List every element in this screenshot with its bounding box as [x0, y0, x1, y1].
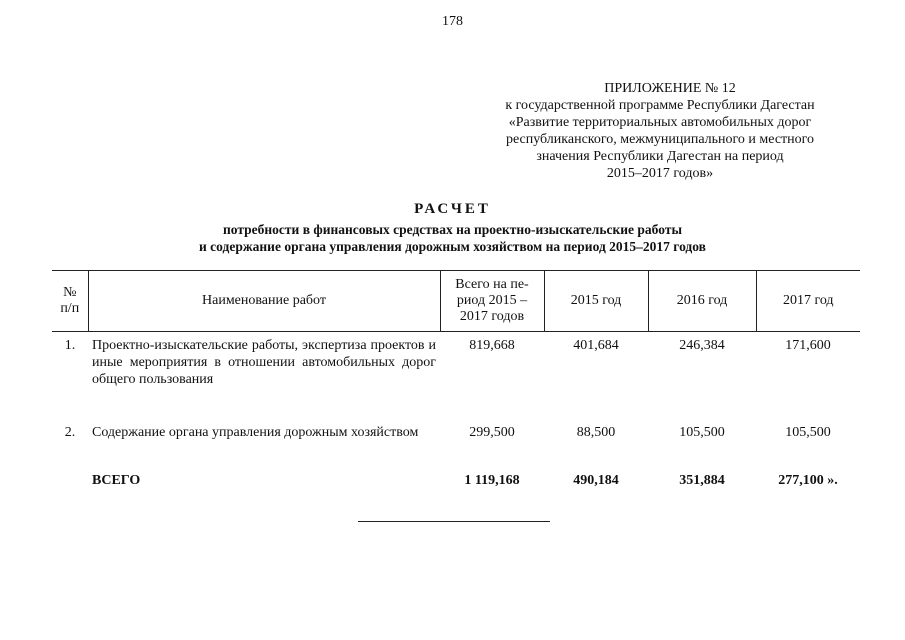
total-2015: 490,184 [573, 473, 619, 488]
row-2015: 88,500 [576, 425, 616, 440]
total-num [52, 466, 88, 491]
row-name: Проектно-изыскательские работы, экспертиза проектов и иные мероприятия в отношении автомобильных дорог общего пользования [92, 338, 436, 387]
total-2016: 351,884 [679, 473, 725, 488]
total-2017: 277,100 ». [778, 473, 838, 488]
row-num: 2. [64, 425, 76, 440]
row-2017: 171,600 [785, 338, 831, 353]
calculation-table [52, 270, 860, 491]
appendix-line: значения Республики Дагестан на период [536, 149, 784, 164]
appendix-line: ПРИЛОЖЕНИЕ № 12 [604, 81, 736, 96]
row-2017: 105,500 [785, 425, 831, 440]
table-header-row [52, 271, 860, 332]
header-name: Наименование работ [88, 271, 440, 332]
row-2016: 246,384 [679, 338, 725, 353]
row-num: 1. [64, 338, 76, 353]
header-2016: 2016 год [648, 271, 756, 332]
total-label: ВСЕГО [92, 473, 141, 488]
table-total-row [52, 466, 860, 491]
document-title: РАСЧЕТ [414, 201, 491, 217]
row-total: 299,500 [469, 425, 515, 440]
appendix-line: 2015–2017 годов» [606, 166, 714, 181]
table-row [52, 419, 860, 466]
subtitle-line: и содержание органа управления дорожным хозяйством на период 2015–2017 годов [199, 239, 706, 254]
table-row [52, 332, 860, 420]
appendix-line: республиканского, межмуниципального и местного [505, 132, 815, 147]
closing-rule [358, 521, 550, 522]
header-2015: 2015 год [544, 271, 648, 332]
header-num [52, 271, 88, 332]
appendix-line: «Развитие территориальных автомобильных дорог [508, 115, 812, 130]
header-2017: 2017 год [756, 271, 860, 332]
subtitle-line: потребности в финансовых средствах на проектно-изыскательские работы [223, 222, 682, 237]
row-total: 819,668 [469, 338, 515, 353]
appendix-line: к государственной программе Республики Дагестан [505, 98, 815, 113]
header-total [440, 271, 544, 332]
document-subtitle [0, 221, 905, 255]
header-num-line: п/п [60, 301, 80, 316]
header-total-line: риод 2015 – [456, 293, 528, 308]
header-total-line: Всего на пе- [455, 277, 529, 292]
appendix-note [480, 80, 840, 182]
page-number: 178 [442, 14, 463, 29]
total-sum: 1 119,168 [464, 473, 520, 488]
row-name: Содержание органа управления дорожным хозяйством [92, 425, 419, 440]
row-2016: 105,500 [679, 425, 725, 440]
header-total-line: 2017 годов [459, 309, 525, 324]
row-2015: 401,684 [573, 338, 619, 353]
header-num-line: № [63, 285, 77, 300]
